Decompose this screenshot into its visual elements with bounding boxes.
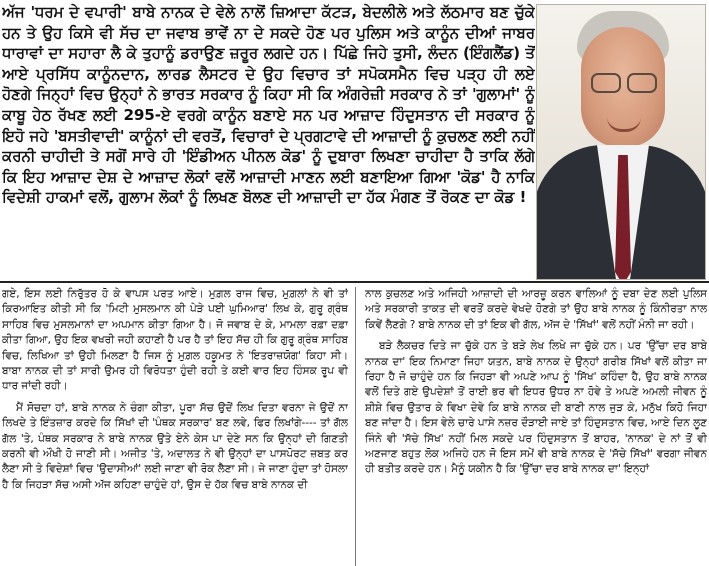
column-separator bbox=[355, 287, 356, 566]
right-paragraph-1: ਨਾਲ ਕੁਚਲਣ ਅਤੇ ਅਜਿਹੀ ਆਜ਼ਾਦੀ ਦੀ ਆਰਜ਼ੂ ਕਰਨ ਵਾਲਿਆਂ ਨੂੰ ਦਬਾ ਦੇਣ ਲਈ ਪੁਲਿਸ ਅਤੇ ਸਰਕਾਰੀ ਤਾਕਤ ਦੀ ਵਰਤੋਂ ਕਰਦੇ ਵੇਖਦੇ ਹੋਣਗੇ ਤਾਂ ਉਹ ਬਾਬੇ ਨਾਨਕ ਨੂੰ ਕਿੰਨੀਰਤਾ ਨਾਲ ਕਿਵੇਂ ਲੈਣਗੇ ? ਬਾਬੇ ਨਾਨਕ ਦੀ ਤਾਂ ਇਕ ਵੀ ਗੱਲ, ਅੱਜ ਦੇ 'ਸਿੱਖਾਂ' ਵਲੋਂ ਨਹੀਂ ਮੰਨੀ ਜਾ ਰਹੀ। bbox=[365, 288, 707, 331]
left-paragraph-2: ਮੈਂ ਸੋਚਦਾ ਹਾਂ, ਬਾਬੇ ਨਾਨਕ ਨੇ ਚੰਗਾ ਕੀਤਾ, ਪੂਰਾ ਸੱਚ ਉਦੋਂ ਲਿਖ ਦਿਤਾ ਵਰਨਾ ਜੇ ਉਦੋਂ ਨਾ ਲਿਖਦੇ ਤੇ ਇੰਤਜ਼ਾਰ ਕਰਦੇ ਕਿ ਸਿੱਖਾਂ ਦੀ 'ਪੰਥਕ ਸਰਕਾਰ' ਬਣ ਲਵੇ, ਫਿਰ ਲਿਖਾਂਗੇ---- ਤਾਂ ਗੱਲ ਗੱਲ 'ਤੇ, ਪੰਥਕ ਸਰਕਾਰ ਨੇ ਬਾਬੇ ਨਾਨਕ ਉਤੇ ਏਨੇ ਕੇਸ ਪਾ ਦੇਣੇ ਸਨ ਕਿ ਉਨ੍ਹਾਂ ਦੀ ਗਿਣਤੀ ਕਰਨੀ ਵੀ ਔਖੀ ਹੋ ਜਾਣੀ ਸੀ। ਅਜੀਤ 'ਤੇ, ਅਦਾਲਤ ਨੇ ਵੀ ਉਨ੍ਹਾਂ ਦਾ ਪਾਸਪੋਰਟ ਜ਼ਬਤ ਕਰ ਲੈਣਾ ਸੀ ਤੇ ਵਿਦੇਸ਼ਾਂ ਵਿਚ 'ਉਦਾਸੀਆਂ' ਲਈ ਜਾਣਾ ਵੀ ਰੋਕ ਲੈਣਾ ਸੀ। ਜੇ ਜਾਣਾ ਹੁੰਦਾ ਤਾਂ ਹੋਸਲਾ ਹੈ ਕਿ ਜਿਹੜਾ ਸੱਚ ਅਸੀ ਅੱਜ ਕਹਿਣਾ ਚਾਹੁੰਦੇ ਹਾਂ, ਉਸ ਦੇ ਹੱਕ ਵਿਚ ਬਾਬੇ ਨਾਨਕ ਦੀ bbox=[2, 401, 348, 491]
photo-glasses-left bbox=[591, 73, 621, 93]
left-paragraph-1: ਗਏ, ਇਸ ਲਈ ਨਿਰੁੱਤਰ ਹੋ ਕੇ ਵਾਪਸ ਪਰਤ ਆਏ। ਮੁਗ਼ਲ ਰਾਜ ਵਿਚ, ਮੁਗ਼ਲਾਂ ਨੇ ਵੀ ਤਾਂ ਕਿਰਆਇਤ ਕੀਤੀ ਸੀ ਕਿ 'ਮਿਟੀ ਮੁਸਲਮਾਨ ਕੀ ਪੇੜੇ ਪਈ ਘੁਮਿਆਰ' ਲਿਖ ਕੇ, ਗੁਰੂ ਗ੍ਰੰਥ ਸਾਹਿਬ ਵਿਚ ਮੁਸਲਮਾਨਾਂ ਦਾ ਅਪਮਾਨ ਕੀਤਾ ਗਿਆ ਹੈ। ਜੋ ਜਵਾਬ ਦੇ ਕੇ, ਮਾਮਲਾ ਰਫ਼ਾ ਦਫ਼ਾ ਕੀਤਾ ਗਿਆ, ਉਹ ਇਕ ਵਖਰੀ ਜਹੀ ਕਹਾਣੀ ਹੈ ਪਰ ਹੈ ਤਾਂ ਇਹ ਸੱਚ ਹੀ ਕਿ ਗੁਰੂ ਗ੍ਰੰਥ ਸਾਹਿਬ ਵਿਚ, ਲਿਖਿਆ ਤਾਂ ਉਹੀ ਮਿਲਣਾ ਹੈ ਜਿਸ ਨੂੰ ਮੁਗ਼ਲ ਹਕੂਮਤ ਨੇ 'ਇਤਰਾਜ਼ਯੋਗ' ਕਿਹਾ ਸੀ। ਬਾਬਾ ਨਾਨਕ ਦੀ ਤਾਂ ਸਾਰੀ ਉਮਰ ਹੀ ਵਿਰੋਧਤਾ ਹੁੰਦੀ ਰਹੀ ਤੇ ਕਈ ਵਾਰ ਇਹ ਹਿੰਸਕ ਰੂਪ ਵੀ ਧਾਰ ਜਾਂਦੀ ਰਹੀ। bbox=[2, 288, 348, 393]
left-column bbox=[2, 287, 348, 566]
right-column bbox=[365, 287, 707, 566]
lead-box bbox=[2, 2, 535, 280]
author-photo bbox=[536, 4, 706, 280]
horizontal-rule bbox=[0, 281, 709, 283]
right-paragraph-2: ਬੜੇ ਲੈਕਚਰ ਦਿਤੇ ਜਾ ਚੁੱਕੇ ਹਨ ਤੇ ਬੜੇ ਲੇਖ ਲਿਖੇ ਜਾ ਚੁੱਕੇ ਹਨ। ਪਰ 'ਉੱਚਾ ਦਰ ਬਾਬੇ ਨਾਨਕ ਦਾ' ਇਕ ਨਿਮਾਣਾ ਜਿਹਾ ਯਤਨ, ਬਾਬੇ ਨਾਨਕ ਦੇ ਉਨ੍ਹਾਂ ਗਰੀਬ ਸਿੱਖਾਂ ਵਲੋਂ ਕੀਤਾ ਜਾ ਰਿਹਾ ਹੈ ਜੋ ਚਾਹੁੰਦੇ ਹਨ ਕਿ ਜਿਹੜਾ ਵੀ ਅਪਣੇ ਆਪ ਨੂੰ 'ਸਿੱਖ' ਕਹਿੰਦਾ ਹੈ, ਉਹ ਬਾਬੇ ਨਾਨਕ ਵਲੋਂ ਦਿਤੇ ਗਏ ਉਪਦੇਸ਼ਾਂ ਤੋਂ ਰਾਈ ਭਰ ਵੀ ਇਧਰ ਉਧਰ ਨਾ ਹੋਵੇ ਤੇ ਅਪਣੇ ਅਮਲੀ ਜੀਵਨ ਨੂੰ ਸ਼ੀਸ਼ੇ ਵਿਚ ਉਤਾਰ ਕੇ ਵਿਖਾ ਦੇਵੇ ਕਿ ਬਾਬੇ ਨਾਨਕ ਦੀ ਬਾਣੀ ਨਾਲ ਜੁੜ ਕੇ, ਮਨੁੱਖ ਕਿਹੋ ਜਿਹਾ ਬਣ ਜਾਂਦਾ ਹੈ। ਇਸ ਵੇਲੇ ਚਾਰੇ ਪਾਸੇ ਨਜ਼ਰ ਦੌੜਾਈ ਜਾਏ ਤਾਂ ਹਿੰਦੁਸਤਾਨ ਵਿਚ, ਆਏ ਦਿਨ ਲੂਣ ਜਿੰਨੇ ਵੀ 'ਸੱਚੇ ਸਿੱਖ' ਨਹੀਂ ਮਿਲ ਸਕਦੇ ਪਰ ਹਿੰਦੁਸਤਾਨ ਤੋਂ ਬਾਹਰ, 'ਨਾਨਕ' ਦੇ ਨਾਂ ਤੋਂ ਵੀ ਅਣਜਾਣ ਬਹੁਤ ਲੋਕ ਅਜਿਹੇ ਹਨ ਜੋ ਇਸ ਸਮੇਂ ਵੀ ਬਾਬੇ ਨਾਨਕ ਦੇ 'ਸੱਚੇ ਸਿੱਖਾਂ' ਵਰਗਾ ਜੀਵਨ ਹੀ ਬਤੀਤ ਕਰਦੇ ਹਨ। ਮੈਨੂੰ ਯਕੀਨ ਹੈ ਕਿ 'ਉੱਚਾ ਦਰ ਬਾਬੇ ਨਾਨਕ ਦਾ' ਇਨ੍ਹਾਂ bbox=[365, 340, 707, 476]
lead-paragraph: ਅੱਜ 'ਧਰਮ ਦੇ ਵਪਾਰੀ' ਬਾਬੇ ਨਾਨਕ ਦੇ ਵੇਲੇ ਨਾਲੋਂ ਜ਼ਿਆਦਾ ਕੱਟੜ, ਬੇਦਲੀਲੇ ਅਤੇ ਲੱਠਮਾਰ ਬਣ ਚੁੱਕੇ ਹਨ ਤੇ ਉਹ ਕਿਸੇ ਵੀ ਸੱਚ ਦਾ ਜਵਾਬ ਭਾਵੇਂ ਨਾ ਦੇ ਸਕਦੇ ਹੋਣ ਪਰ ਪੁਲਿਸ ਅਤੇ ਕਾਨੂੰਨ ਦੀਆਂ ਜਾਬਰ ਧਾਰਾਵਾਂ ਦਾ ਸਹਾਰਾ ਲੈ ਕੇ ਤੁਹਾਨੂੰ ਡਰਾਉਣ ਜ਼ਰੂਰ ਲਗਦੇ ਹਨ। ਪਿੱਛੇ ਜਿਹੇ ਤੁਸੀ, ਲੰਦਨ (ਇੰਗਲੈਂਡ) ਤੋਂ ਆਏ ਪ੍ਰਸਿੱਧ ਕਾਨੂੰਨਦਾਨ, ਲਾਰਡ ਲੈਸਟਰ ਦੇ ਉਹ ਵਿਚਾਰ ਤਾਂ ਸਪੋਕਸਮੈਨ ਵਿਚ ਪੜ੍ਹ ਹੀ ਲਏ ਹੋਣਗੇ ਜਿਨ੍ਹਾਂ ਵਿਚ ਉਨ੍ਹਾਂ ਨੇ ਭਾਰਤ ਸਰਕਾਰ ਨੂੰ ਕਿਹਾ ਸੀ ਕਿ ਅੰਗਰੇਜ਼ੀ ਸਰਕਾਰ ਨੇ ਤਾਂ 'ਗੁਲਾਮਾਂ' ਨੂੰ ਕਾਬੂ ਹੇਠ ਰੱਖਣ ਲਈ 295-ਏ ਵਰਗੇ ਕਾਨੂੰਨ ਬਣਾਏ ਸਨ ਪਰ ਆਜ਼ਾਦ ਹਿੰਦੁਸਤਾਨ ਦੀ ਸਰਕਾਰ ਨੂੰ ਇਹੋ ਜਹੇ 'ਬਸਤੀਵਾਦੀ' ਕਾਨੂੰਨਾਂ ਦੀ ਵਰਤੋਂ, ਵਿਚਾਰਾਂ ਦੇ ਪ੍ਰਗਟਾਵੇ ਦੀ ਆਜ਼ਾਦੀ ਨੂੰ ਕੁਚਲਣ ਲਈ ਨਹੀਂ ਕਰਨੀ ਚਾਹੀਦੀ ਤੇ ਸਗੋਂ ਸਾਰੇ ਹੀ 'ਇੰਡੀਅਨ ਪੀਨਲ ਕੋਡ' ਨੂੰ ਦੁਬਾਰਾ ਲਿਖਣਾ ਚਾਹੀਦਾ ਹੈ ਤਾਕਿ ਲੱਗੇ ਕਿ ਇਹ ਆਜ਼ਾਦ ਦੇਸ਼ ਦੇ ਆਜ਼ਾਦ ਲੋਕਾਂ ਵਲੋਂ ਆਜ਼ਾਦੀ ਮਾਣਨ ਲਈ ਬਣਾਇਆ ਗਿਆ 'ਕੋਡ' ਹੈ ਨਾਕਿ ਵਿਦੇਸ਼ੀ ਹਾਕਮਾਂ ਵਲੋਂ, ਗੁਲਾਮ ਲੋਕਾਂ ਨੂੰ ਲਿਖਣ ਬੋਲਣ ਦੀ ਆਜ਼ਾਦੀ ਦਾ ਹੱਕ ਮੰਗਣ ਤੋਂ ਰੋਕਣ ਦਾ ਕੋਡ ! bbox=[2, 3, 535, 207]
photo-glasses-right bbox=[627, 73, 657, 93]
